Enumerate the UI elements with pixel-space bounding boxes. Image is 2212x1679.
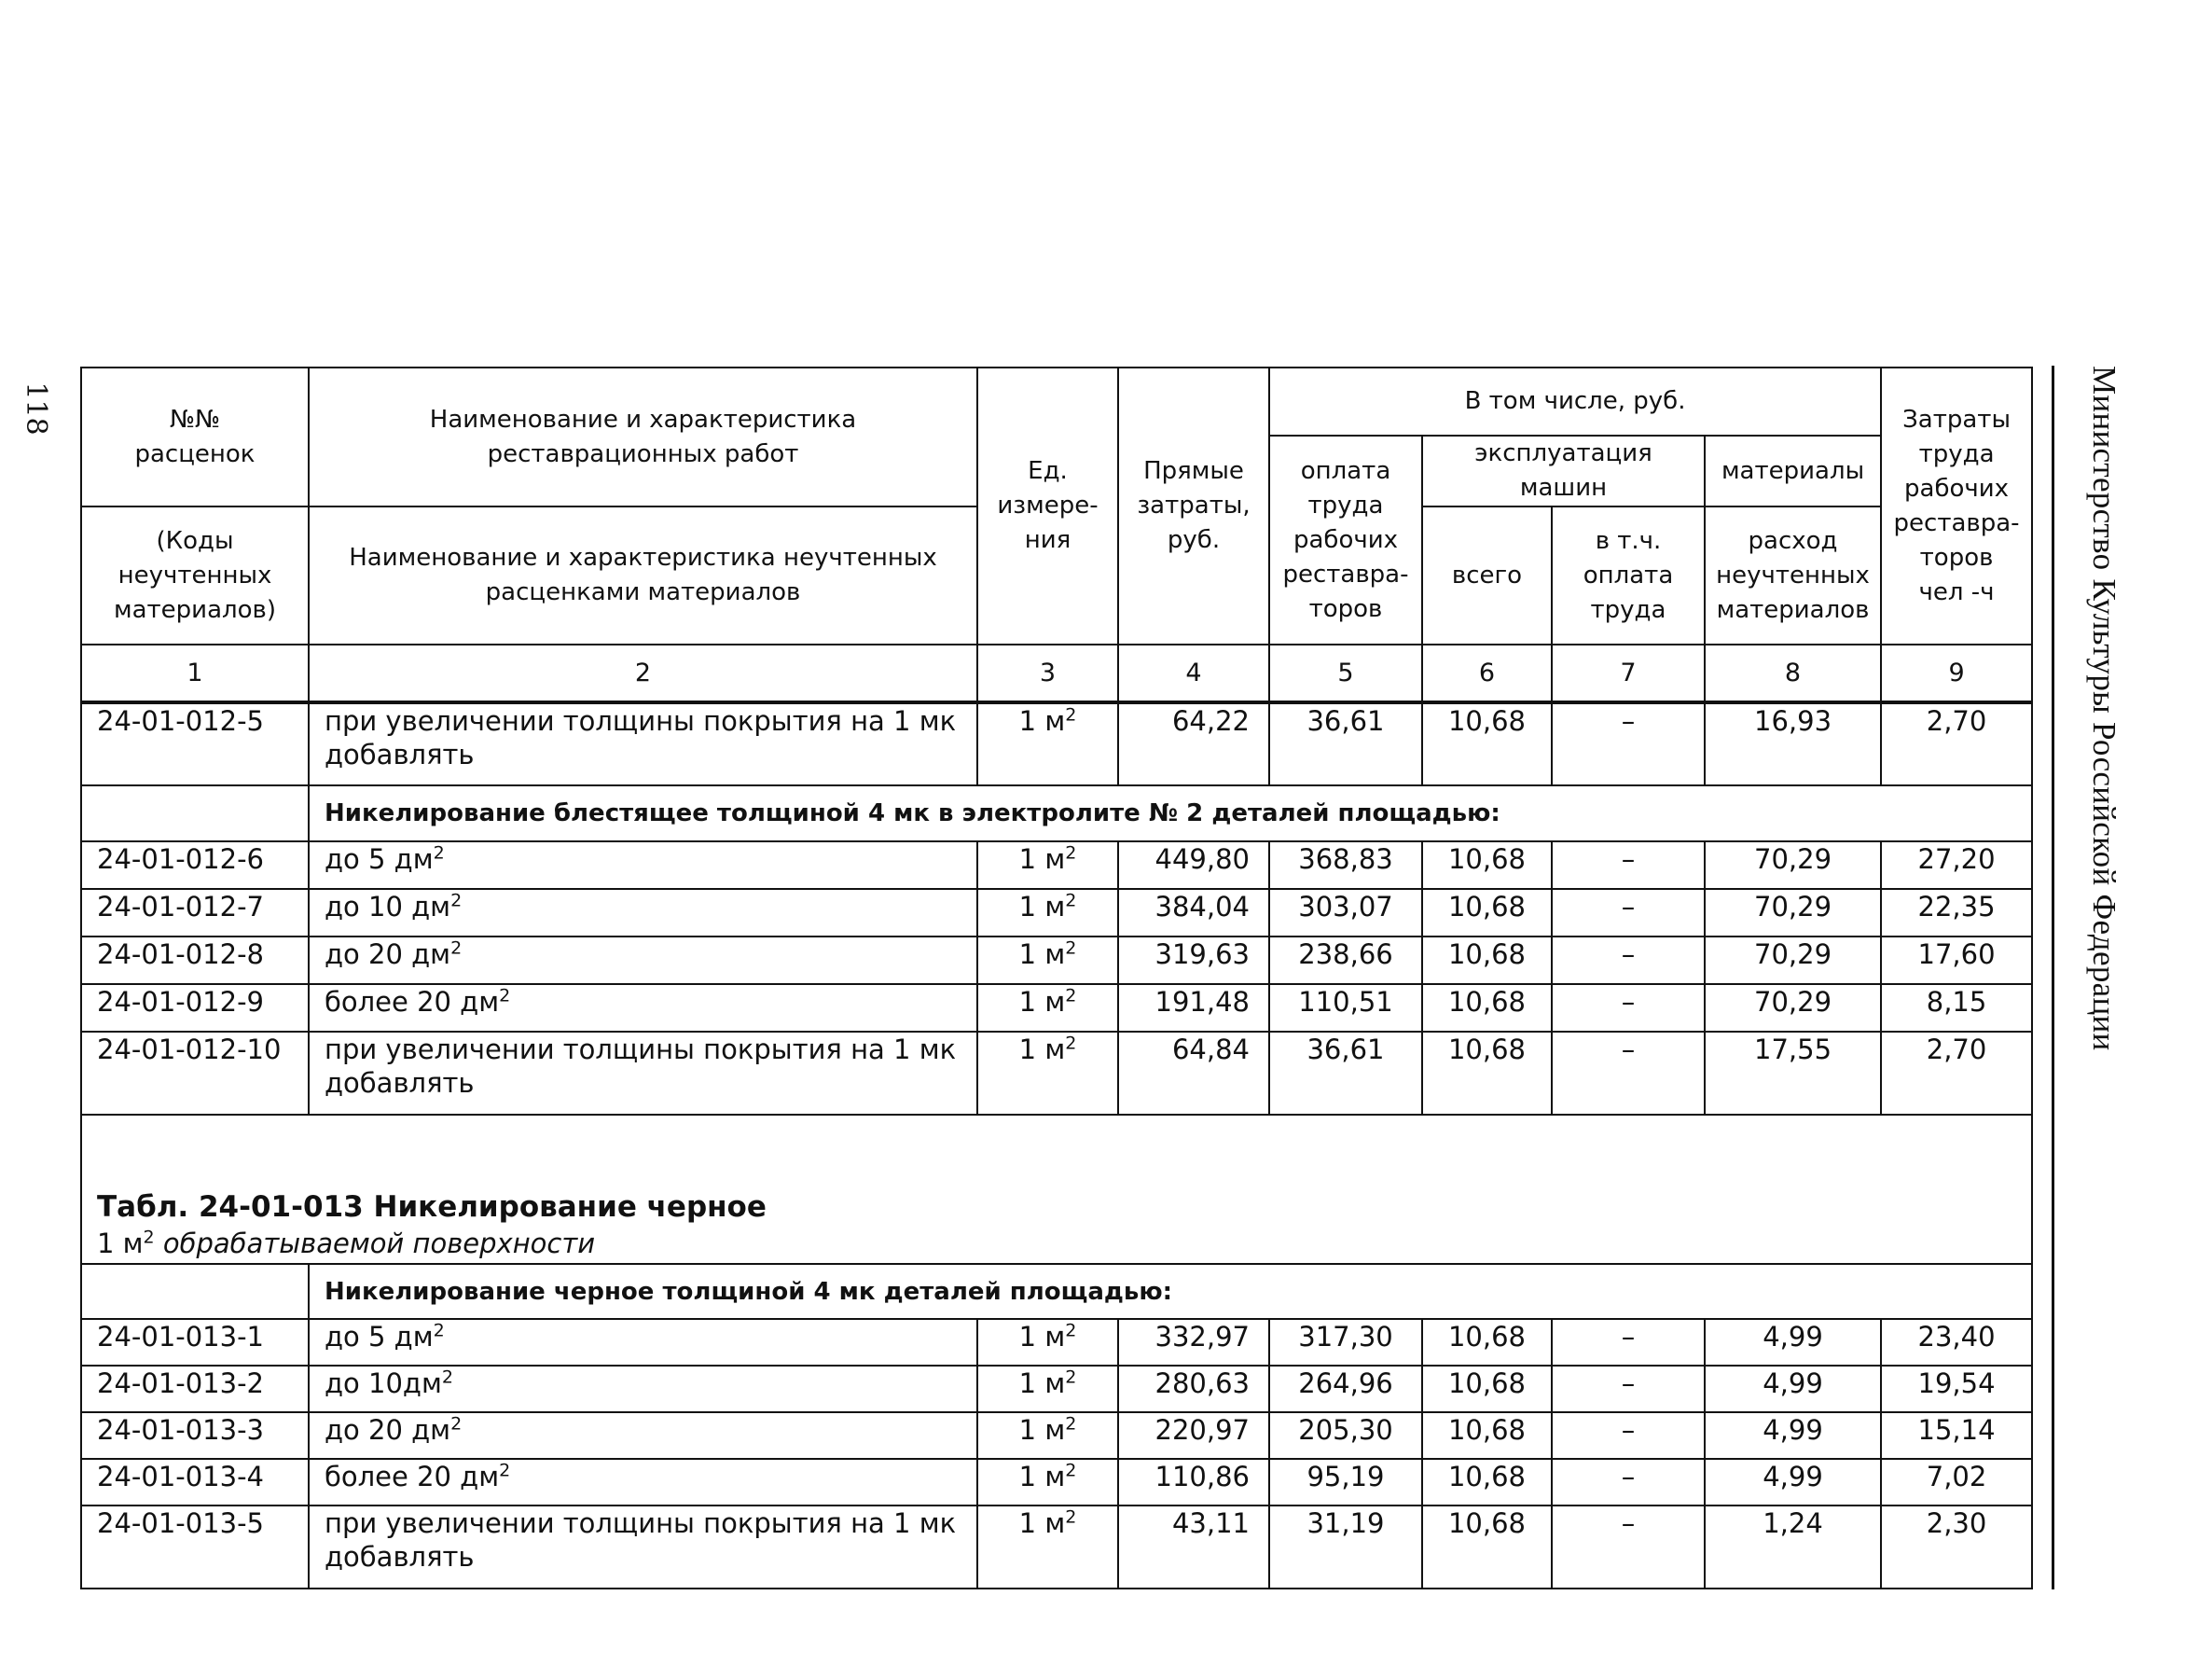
column-number: 6 <box>1422 645 1552 702</box>
rate-code: 24-01-012-6 <box>81 841 309 889</box>
table-subtitle-superscript: 2 <box>143 1227 155 1248</box>
machines-labor: – <box>1552 984 1705 1032</box>
machines-total: 10,68 <box>1422 1412 1552 1459</box>
work-name <box>309 1319 977 1366</box>
materials-consumption: 70,29 <box>1705 984 1881 1032</box>
direct-costs: 319,63 <box>1118 937 1269 984</box>
unit <box>977 889 1118 937</box>
machines-labor: – <box>1552 937 1705 984</box>
header-labor-pay: оплата труда рабочих реставра- торов <box>1269 436 1422 645</box>
labor-hours: 2,30 <box>1881 1506 2032 1589</box>
rate-code: 24-01-013-5 <box>81 1506 309 1589</box>
materials-consumption: 4,99 <box>1705 1412 1881 1459</box>
rates-table <box>80 367 2033 1589</box>
unit-superscript: 2 <box>1065 1506 1077 1528</box>
labor-pay: 110,51 <box>1269 984 1422 1032</box>
direct-costs: 220,97 <box>1118 1412 1269 1459</box>
unit-superscript: 2 <box>1065 1367 1077 1388</box>
direct-costs: 384,04 <box>1118 889 1269 937</box>
work-name <box>309 937 977 984</box>
table-row <box>81 1366 2032 1412</box>
labor-hours: 22,35 <box>1881 889 2032 937</box>
unit-superscript: 2 <box>1065 1413 1077 1435</box>
column-number: 8 <box>1705 645 1881 702</box>
direct-costs: 191,48 <box>1118 984 1269 1032</box>
machines-total: 10,68 <box>1422 889 1552 937</box>
table-row <box>81 1412 2032 1459</box>
column-number: 4 <box>1118 645 1269 702</box>
work-name-text: более 20 дм <box>325 986 500 1018</box>
group-row <box>81 785 2032 841</box>
rate-code: 24-01-012-10 <box>81 1032 309 1115</box>
column-number: 9 <box>1881 645 2032 702</box>
table-row <box>81 841 2032 889</box>
group-code-cell <box>81 785 309 841</box>
labor-hours: 19,54 <box>1881 1366 2032 1412</box>
direct-costs: 110,86 <box>1118 1459 1269 1506</box>
work-name-text: до 20 дм <box>325 938 451 970</box>
header-unit: Ед. измере- ния <box>977 368 1118 645</box>
materials-consumption: 70,29 <box>1705 889 1881 937</box>
machines-labor: – <box>1552 702 1705 785</box>
machines-labor: – <box>1552 1506 1705 1589</box>
unit-text: 1 м <box>1018 1414 1066 1446</box>
machines-labor: – <box>1552 1459 1705 1506</box>
unit-text: 1 м <box>1018 843 1066 875</box>
work-name-text: до 5 дм <box>325 1321 434 1353</box>
machines-total: 10,68 <box>1422 1459 1552 1506</box>
work-name-superscript: 2 <box>441 1367 453 1388</box>
work-name <box>309 889 977 937</box>
column-number: 2 <box>309 645 977 702</box>
rate-code: 24-01-012-7 <box>81 889 309 937</box>
unit <box>977 1319 1118 1366</box>
table-row <box>81 1319 2032 1366</box>
machines-labor: – <box>1552 841 1705 889</box>
materials-consumption: 1,24 <box>1705 1506 1881 1589</box>
rate-code: 24-01-012-9 <box>81 984 309 1032</box>
direct-costs: 64,22 <box>1118 702 1269 785</box>
machines-total: 10,68 <box>1422 937 1552 984</box>
group-code-cell <box>81 1264 309 1319</box>
labor-hours: 2,70 <box>1881 702 2032 785</box>
work-name-text: при увеличении толщины покрытия на 1 мк добавлять <box>325 1034 957 1099</box>
direct-costs: 332,97 <box>1118 1319 1269 1366</box>
materials-consumption: 16,93 <box>1705 702 1881 785</box>
column-number: 5 <box>1269 645 1422 702</box>
work-name-superscript: 2 <box>433 842 445 864</box>
unit-text: 1 м <box>1018 705 1066 737</box>
materials-consumption: 70,29 <box>1705 937 1881 984</box>
unit <box>977 1459 1118 1506</box>
materials-consumption: 17,55 <box>1705 1032 1881 1115</box>
work-name-text: до 10 дм <box>325 891 451 923</box>
unit-text: 1 м <box>1018 1367 1066 1399</box>
labor-hours: 27,20 <box>1881 841 2032 889</box>
page-number: 118 <box>20 382 52 436</box>
direct-costs: 64,84 <box>1118 1032 1269 1115</box>
group-heading: Никелирование черное толщиной 4 мк деталей площадью: <box>309 1264 2032 1319</box>
labor-pay: 264,96 <box>1269 1366 1422 1412</box>
work-name <box>309 841 977 889</box>
work-name-text: до 20 дм <box>325 1414 451 1446</box>
table-row <box>81 889 2032 937</box>
unit-superscript: 2 <box>1065 704 1077 726</box>
labor-pay: 205,30 <box>1269 1412 1422 1459</box>
unit-superscript: 2 <box>1065 1033 1077 1054</box>
rate-code: 24-01-012-8 <box>81 937 309 984</box>
work-name <box>309 1506 977 1589</box>
column-numbers-row <box>81 645 2032 702</box>
unit <box>977 702 1118 785</box>
machines-labor: – <box>1552 1412 1705 1459</box>
machines-total: 10,68 <box>1422 1366 1552 1412</box>
header-labor-hours: Затраты труда рабочих реставра- торов чел -ч <box>1881 368 2032 645</box>
table-subtitle-unit: 1 м <box>97 1228 144 1259</box>
work-name-superscript: 2 <box>433 1320 445 1341</box>
labor-hours: 2,70 <box>1881 1032 2032 1115</box>
direct-costs: 43,11 <box>1118 1506 1269 1589</box>
work-name <box>309 1366 977 1412</box>
unit-superscript: 2 <box>1065 1320 1077 1341</box>
labor-pay: 303,07 <box>1269 889 1422 937</box>
labor-hours: 8,15 <box>1881 984 2032 1032</box>
labor-pay: 36,61 <box>1269 702 1422 785</box>
header-rule <box>2052 366 2054 1589</box>
header-code-sub: (Коды неучтенных материалов) <box>81 506 309 645</box>
work-name-superscript: 2 <box>450 937 463 959</box>
machines-total: 10,68 <box>1422 984 1552 1032</box>
header-name: Наименование и характеристика реставрационных работ <box>309 368 977 506</box>
labor-pay: 31,19 <box>1269 1506 1422 1589</box>
materials-consumption: 70,29 <box>1705 841 1881 889</box>
table-row <box>81 702 2032 785</box>
header-direct-costs: Прямые затраты, руб. <box>1118 368 1269 645</box>
table-row <box>81 1506 2032 1589</box>
unit-superscript: 2 <box>1065 1460 1077 1481</box>
unit-text: 1 м <box>1018 1461 1066 1492</box>
unit-superscript: 2 <box>1065 985 1077 1006</box>
rate-code: 24-01-013-4 <box>81 1459 309 1506</box>
unit <box>977 984 1118 1032</box>
machines-total: 10,68 <box>1422 1506 1552 1589</box>
machines-total: 10,68 <box>1422 1319 1552 1366</box>
unit-superscript: 2 <box>1065 842 1077 864</box>
work-name-text: более 20 дм <box>325 1461 500 1492</box>
unit-text: 1 м <box>1018 1034 1066 1065</box>
unit-text: 1 м <box>1018 891 1066 923</box>
unit-text: 1 м <box>1018 1507 1066 1539</box>
labor-hours: 17,60 <box>1881 937 2032 984</box>
labor-pay: 368,83 <box>1269 841 1422 889</box>
direct-costs: 280,63 <box>1118 1366 1269 1412</box>
labor-hours: 7,02 <box>1881 1459 2032 1506</box>
work-name-text: при увеличении толщины покрытия на 1 мк добавлять <box>325 705 957 770</box>
labor-pay: 36,61 <box>1269 1032 1422 1115</box>
labor-hours: 15,14 <box>1881 1412 2032 1459</box>
work-name <box>309 1032 977 1115</box>
column-number: 3 <box>977 645 1118 702</box>
unit <box>977 937 1118 984</box>
work-name <box>309 1412 977 1459</box>
header-machines: эксплуатация машин <box>1422 436 1705 506</box>
unit <box>977 1506 1118 1589</box>
group-row <box>81 1264 2032 1319</box>
work-name <box>309 702 977 785</box>
unit <box>977 1032 1118 1115</box>
machines-total: 10,68 <box>1422 841 1552 889</box>
unit <box>977 1366 1118 1412</box>
group-heading: Никелирование блестящее толщиной 4 мк в электролите № 2 деталей площадью: <box>309 785 2032 841</box>
labor-pay: 317,30 <box>1269 1319 1422 1366</box>
table-row <box>81 1459 2032 1506</box>
machines-total: 10,68 <box>1422 702 1552 785</box>
work-name-superscript: 2 <box>499 1460 511 1481</box>
labor-hours: 23,40 <box>1881 1319 2032 1366</box>
table-subtitle-text: обрабатываемой поверхности <box>162 1228 596 1259</box>
header-materials-sub: расход неучтенных материалов <box>1705 506 1881 645</box>
unit-superscript: 2 <box>1065 890 1077 911</box>
work-name-superscript: 2 <box>450 890 463 911</box>
table-title-cell <box>81 1115 2032 1264</box>
materials-consumption: 4,99 <box>1705 1319 1881 1366</box>
column-number: 7 <box>1552 645 1705 702</box>
direct-costs: 449,80 <box>1118 841 1269 889</box>
unit-text: 1 м <box>1018 986 1066 1018</box>
header-machines-total: всего <box>1422 506 1552 645</box>
work-name-text: до 5 дм <box>325 843 434 875</box>
machines-total: 10,68 <box>1422 1032 1552 1115</box>
table-subtitle <box>97 1226 2025 1261</box>
work-name-superscript: 2 <box>450 1413 463 1435</box>
rate-code: 24-01-013-1 <box>81 1319 309 1366</box>
work-name-superscript: 2 <box>499 985 511 1006</box>
work-name-text: до 10дм <box>325 1367 442 1399</box>
unit-superscript: 2 <box>1065 937 1077 959</box>
machines-labor: – <box>1552 889 1705 937</box>
machines-labor: – <box>1552 1366 1705 1412</box>
running-header: Министерство Культуры Российской Федерации <box>2086 366 2122 1051</box>
column-number: 1 <box>81 645 309 702</box>
header-machines-labor: в т.ч. оплата труда <box>1552 506 1705 645</box>
work-name <box>309 1459 977 1506</box>
table-row <box>81 1032 2032 1115</box>
header-code: №№ расценок <box>81 368 309 506</box>
unit <box>977 841 1118 889</box>
table-row <box>81 984 2032 1032</box>
unit <box>977 1412 1118 1459</box>
header-including: В том числе, руб. <box>1269 368 1881 436</box>
header-name-sub: Наименование и характеристика неучтенных расценками материалов <box>309 506 977 645</box>
labor-pay: 95,19 <box>1269 1459 1422 1506</box>
table-title: Табл. 24-01-013 Никелирование черное <box>97 1190 767 1224</box>
unit-text: 1 м <box>1018 1321 1066 1353</box>
table-row <box>81 937 2032 984</box>
work-name-text: при увеличении толщины покрытия на 1 мк добавлять <box>325 1507 957 1573</box>
work-name <box>309 984 977 1032</box>
rate-code: 24-01-013-2 <box>81 1366 309 1412</box>
machines-labor: – <box>1552 1032 1705 1115</box>
header-materials: материалы <box>1705 436 1881 506</box>
machines-labor: – <box>1552 1319 1705 1366</box>
materials-consumption: 4,99 <box>1705 1366 1881 1412</box>
materials-consumption: 4,99 <box>1705 1459 1881 1506</box>
rate-code: 24-01-013-3 <box>81 1412 309 1459</box>
labor-pay: 238,66 <box>1269 937 1422 984</box>
rate-code: 24-01-012-5 <box>81 702 309 785</box>
unit-text: 1 м <box>1018 938 1066 970</box>
table-title-row <box>81 1115 2032 1264</box>
